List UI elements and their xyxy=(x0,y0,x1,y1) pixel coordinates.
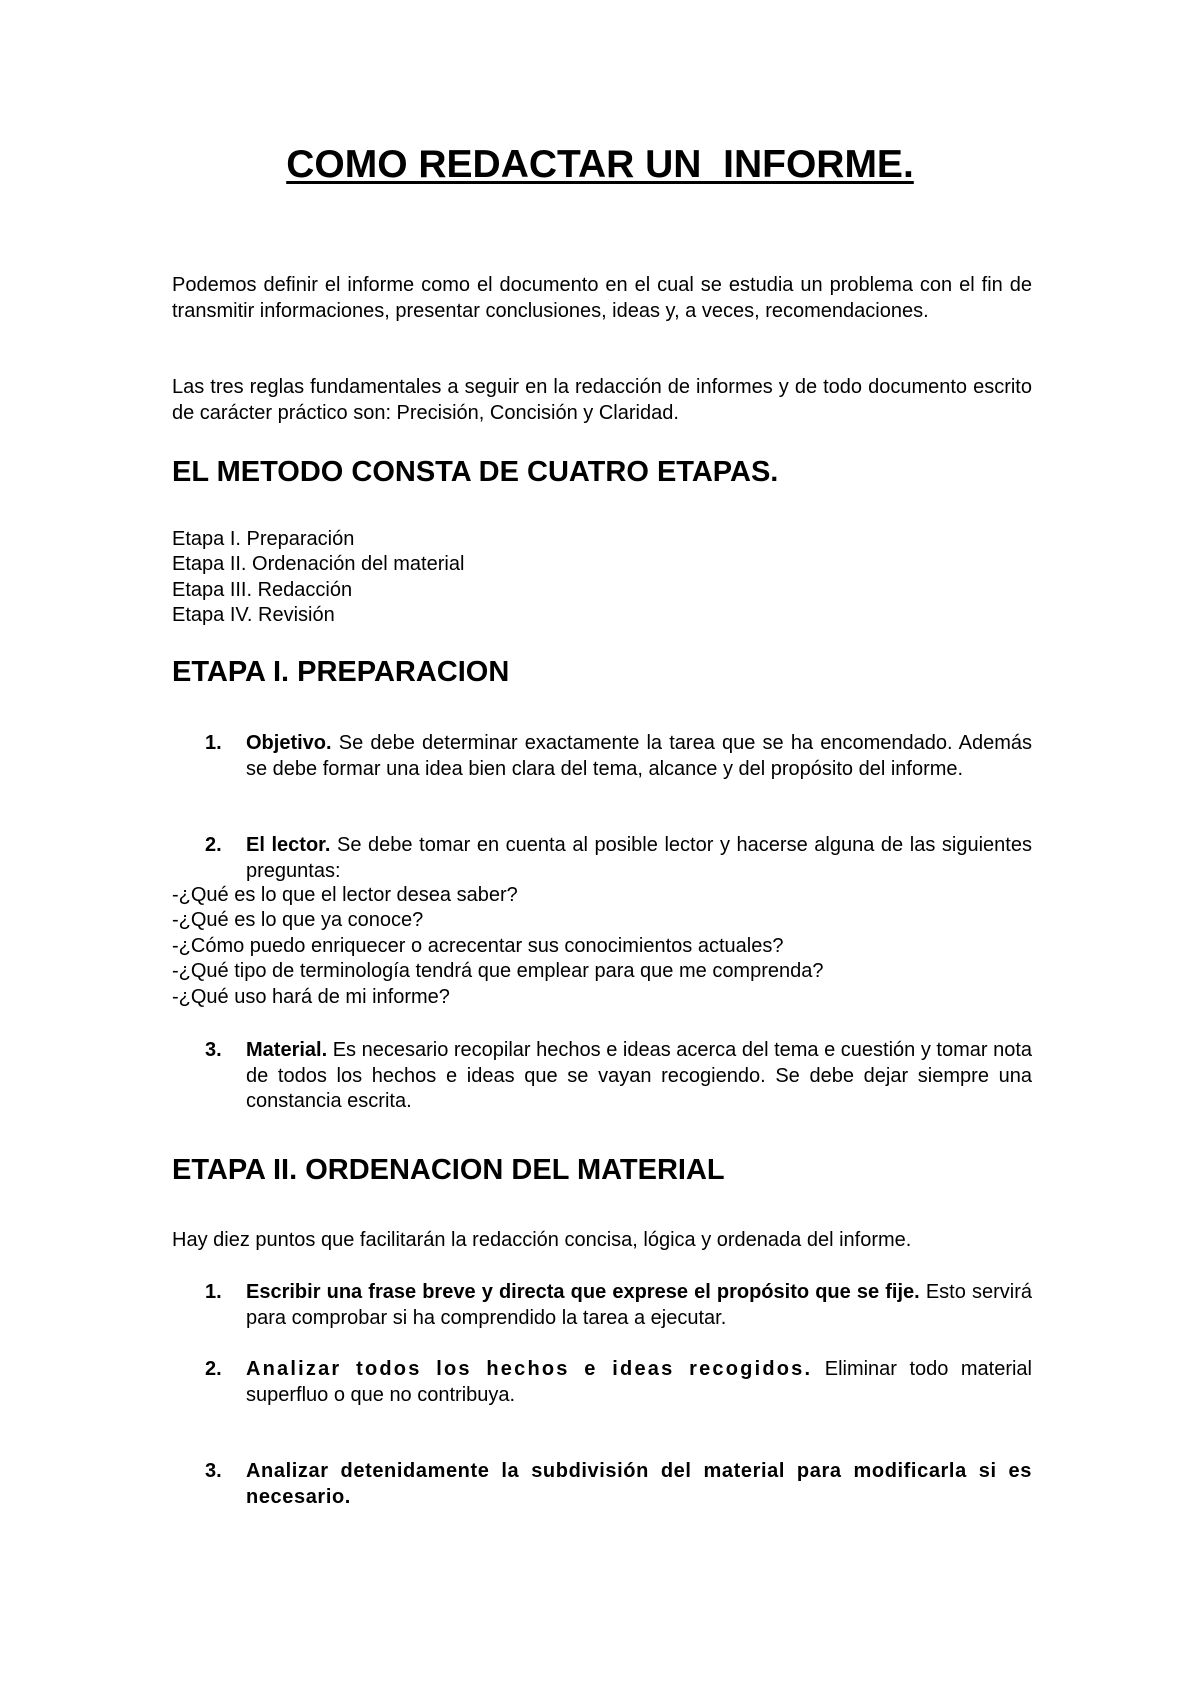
item-text: Esto servirá para comprobar si ha comprendido la tarea a ejecutar. xyxy=(246,1281,1032,1329)
stage1-item-lector xyxy=(172,833,1032,884)
stage2-item-3 xyxy=(172,1459,1032,1510)
question-line-3: -¿Cómo puedo enriquecer o acrecentar sus conocimientos actuales? xyxy=(172,935,784,957)
item-number: 1. xyxy=(205,732,222,754)
item-lead: Escribir una frase breve y directa que exprese el propósito que se fije. xyxy=(246,1281,920,1303)
question-line-5: -¿Qué uso hará de mi informe? xyxy=(172,986,450,1008)
question-line-2: -¿Qué es lo que ya conoce? xyxy=(172,909,424,931)
stage1-heading: ETAPA I. PREPARACION xyxy=(172,656,510,688)
stage2-heading: ETAPA II. ORDENACION DEL MATERIAL xyxy=(172,1154,725,1186)
item-lead: Analizar todos los hechos e ideas recogidos. xyxy=(246,1358,813,1380)
item-text: Es necesario recopilar hechos e ideas acerca del tema e cuestión y tomar nota de todos los hechos e ideas que se vayan recogiendo. Se debe dejar siempre una constancia escrita. xyxy=(246,1039,1032,1112)
intro-paragraph-1: Podemos definir el informe como el documento en el cual se estudia un problema con el fin de transmitir informaciones, presentar conclusiones, ideas y, a veces, recomendaciones. xyxy=(172,274,1032,322)
item-number: 2. xyxy=(205,1358,222,1380)
stage1-item-material xyxy=(172,1038,1032,1115)
stage2-intro: Hay diez puntos que facilitarán la redacción concisa, lógica y ordenada del informe. xyxy=(172,1229,912,1251)
item-text: Se debe tomar en cuenta al posible lector y hacerse alguna de las siguientes preguntas: xyxy=(246,834,1032,882)
stage-list-item-2: Etapa II. Ordenación del material xyxy=(172,553,465,575)
item-number: 3. xyxy=(205,1039,222,1061)
item-text: Se debe determinar exactamente la tarea que se ha encomendado. Además se debe formar una idea bien clara del tema, alcance y del propósito del informe. xyxy=(246,732,1032,780)
item-lead: Analizar detenidamente la subdivisión del material para modificarla si es necesario. xyxy=(246,1460,1032,1508)
item-lead: El lector. xyxy=(246,834,331,856)
stage2-item-2 xyxy=(172,1357,1032,1408)
item-number: 3. xyxy=(205,1460,222,1482)
item-number: 1. xyxy=(205,1281,222,1303)
stage1-item-objetivo xyxy=(172,731,1032,782)
item-number: 2. xyxy=(205,834,222,856)
stage-list-item-3: Etapa III. Redacción xyxy=(172,579,353,601)
intro-paragraph-2: Las tres reglas fundamentales a seguir en la redacción de informes y de todo documento escrito de carácter práctico son: Precisión, Concisión y Claridad. xyxy=(172,376,1032,424)
item-text: Eliminar todo material superfluo o que no contribuya. xyxy=(246,1358,1032,1406)
stage-list-item-1: Etapa I. Preparación xyxy=(172,528,355,550)
stage-list-item-4: Etapa IV. Revisión xyxy=(172,604,335,626)
question-line-1: -¿Qué es lo que el lector desea saber? xyxy=(172,884,518,906)
document-title: COMO REDACTAR UN INFORME. xyxy=(286,143,914,186)
item-lead: Material. xyxy=(246,1039,328,1061)
method-heading: EL METODO CONSTA DE CUATRO ETAPAS. xyxy=(172,456,779,488)
stage2-item-1 xyxy=(172,1280,1032,1331)
question-line-4: -¿Qué tipo de terminología tendrá que emplear para que me comprenda? xyxy=(172,960,824,982)
item-lead: Objetivo. xyxy=(246,732,332,754)
